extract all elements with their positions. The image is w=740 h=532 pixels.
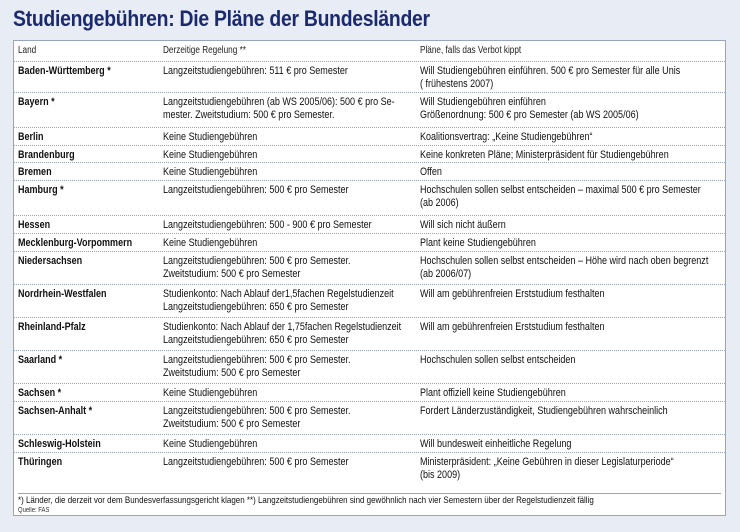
regelung-line: Zweitstudium: 500 € pro Semester [163,367,301,379]
header-regelung: Derzeitige Regelung ** [163,45,246,56]
table-row [14,180,725,216]
cell-regelung [163,405,351,431]
plaene-line: (ab 2006) [420,197,459,209]
cell-land: Niedersachsen [18,255,83,267]
header-land: Land [18,45,37,56]
cell-regelung [163,387,257,400]
regelung-line: Langzeitstudiengebühren: 500 € pro Semester [163,456,349,468]
regelung-line: mester. Zweitstudium: 500 € pro Semester. [163,109,335,121]
plaene-line: Hochschulen sollen selbst entscheiden – Höhe wird nach oben begrenzt [420,255,709,267]
table-row [14,233,725,252]
plaene-line: Koalitionsvertrag: „Keine Studiengebühren“ [420,131,593,143]
cell-land: Hessen [18,219,51,231]
plaene-line: Offen [420,166,442,178]
table-row [14,401,725,435]
regelung-line: Studienkonto: Nach Ablauf der1,5fachen Regelstudienzeit [163,288,394,300]
cell-land: Brandenburg [18,149,75,161]
cell-plaene [420,149,669,162]
cell-plaene [420,456,674,482]
cell-regelung [163,65,348,78]
cell-regelung [163,184,349,197]
cell-plaene [420,387,566,400]
regelung-line: Langzeitstudiengebühren: 500 - 900 € pro Semester [163,219,372,231]
table-row [14,452,725,491]
plaene-line: Will am gebührenfreien Erststudium festhalten [420,321,605,333]
cell-plaene [420,131,592,144]
cell-plaene [420,96,639,122]
cell-plaene [420,354,575,367]
table-row [14,127,725,146]
plaene-line: ( frühestens 2007) [420,78,494,90]
cell-regelung [163,219,372,232]
cell-regelung [163,255,351,281]
cell-plaene [420,255,708,281]
cell-land: Thüringen [18,456,63,468]
cell-land: Bremen [18,166,52,178]
regelung-line: Langzeitstudiengebühren (ab WS 2005/06): 500 € pro Se- [163,96,395,108]
cell-land: Bayern * [18,96,55,108]
regelung-line: Studienkonto: Nach Ablauf der 1,75fachen Regelstudienzeit [163,321,402,333]
table-row [14,61,725,93]
regelung-line: Langzeitstudiengebühren: 500 € pro Semester. [163,405,351,417]
cell-land: Schleswig-Holstein [18,438,101,450]
cell-plaene [420,166,442,179]
cell-regelung [163,131,257,144]
plaene-line: Hochschulen sollen selbst entscheiden – maximal 500 € pro Semester [420,184,701,196]
plaene-line: Ministerpräsident: „Keine Gebühren in dieser Legislaturperiode“ [420,456,674,468]
regelung-line: Langzeitstudiengebühren: 511 € pro Semester [163,65,348,77]
cell-regelung [163,96,395,122]
regelung-line: Zweitstudium: 500 € pro Semester [163,268,301,280]
footer [18,493,721,514]
regelung-line: Keine Studiengebühren [163,149,258,161]
plaene-line: Will Studiengebühren einführen. 500 € pro Semester für alle Unis [420,65,681,77]
regelung-line: Langzeitstudiengebühren: 500 € pro Semester. [163,354,351,366]
plaene-line: Will Studiengebühren einführen [420,96,546,108]
header-plaene: Pläne, falls das Verbot kippt [420,45,522,56]
regelung-line: Keine Studiengebühren [163,237,258,249]
cell-land: Hamburg * [18,184,64,196]
plaene-line: (ab 2006/07) [420,268,472,280]
table-row [14,383,725,402]
table-row [14,350,725,384]
table-row [14,434,725,453]
regelung-line: Keine Studiengebühren [163,166,258,178]
plaene-line: Keine konkreten Pläne; Ministerpräsident für Studiengebühren [420,149,669,161]
cell-regelung [163,456,349,469]
cell-regelung [163,438,257,451]
table-row [14,284,725,318]
table-header [14,41,725,58]
table-row [14,317,725,351]
cell-land: Sachsen * [18,387,62,399]
regelung-line: Langzeitstudiengebühren: 500 € pro Semester. [163,255,351,267]
table-row [14,92,725,128]
cell-land: Saarland * [18,354,63,366]
regelung-line: Keine Studiengebühren [163,387,258,399]
table-row [14,251,725,285]
cell-plaene [420,237,536,250]
cell-plaene [420,288,605,301]
plaene-line: Plant offiziell keine Studiengebühren [420,387,566,399]
regelung-line: Keine Studiengebühren [163,131,258,143]
cell-regelung [163,354,351,380]
plaene-line: Will am gebührenfreien Erststudium festhalten [420,288,605,300]
cell-plaene [420,219,506,232]
page-title: Studiengebühren: Die Pläne der Bundesländer [13,6,430,31]
cell-land: Rheinland-Pfalz [18,321,86,333]
regelung-line: Langzeitstudiengebühren: 500 € pro Semester [163,184,349,196]
cell-regelung [163,166,257,179]
plaene-line: Fordert Länderzuständigkeit, Studiengebühren wahrscheinlich [420,405,668,417]
regelung-line: Langzeitstudiengebühren: 650 € pro Semester [163,334,349,346]
cell-regelung [163,288,394,314]
cell-regelung [163,321,401,347]
cell-plaene [420,65,680,91]
plaene-line: (bis 2009) [420,469,461,481]
table-panel [13,40,726,516]
regelung-line: Keine Studiengebühren [163,438,258,450]
table-row [14,215,725,234]
cell-plaene [420,184,701,210]
cell-land: Sachsen-Anhalt * [18,405,93,417]
cell-plaene [420,438,571,451]
table-row [14,162,725,181]
footnote: *) Länder, die derzeit vor dem Bundesverfassungsgericht klagen **) Langzeitstudiengebühren sind gewöhnlich nach vier Semestern über der Regelstudienzeit fällig [18,495,594,506]
plaene-line: Größenordnung: 500 € pro Semester (ab WS 2005/06) [420,109,639,121]
cell-plaene [420,405,668,418]
source-note: Quelle: FAS [18,507,50,514]
cell-regelung [163,149,257,162]
plaene-line: Plant keine Studiengebühren [420,237,536,249]
plaene-line: Hochschulen sollen selbst entscheiden [420,354,576,366]
cell-land: Berlin [18,131,44,143]
plaene-line: Will bundesweit einheitliche Regelung [420,438,572,450]
cell-plaene [420,321,605,334]
cell-land: Nordrhein-Westfalen [18,288,107,300]
regelung-line: Langzeitstudiengebühren: 650 € pro Semester [163,301,349,313]
plaene-line: Will sich nicht äußern [420,219,506,231]
cell-regelung [163,237,257,250]
cell-land: Baden-Württemberg * [18,65,111,77]
regelung-line: Zweitstudium: 500 € pro Semester [163,418,301,430]
cell-land: Mecklenburg-Vorpommern [18,237,133,249]
table-row [14,145,725,163]
